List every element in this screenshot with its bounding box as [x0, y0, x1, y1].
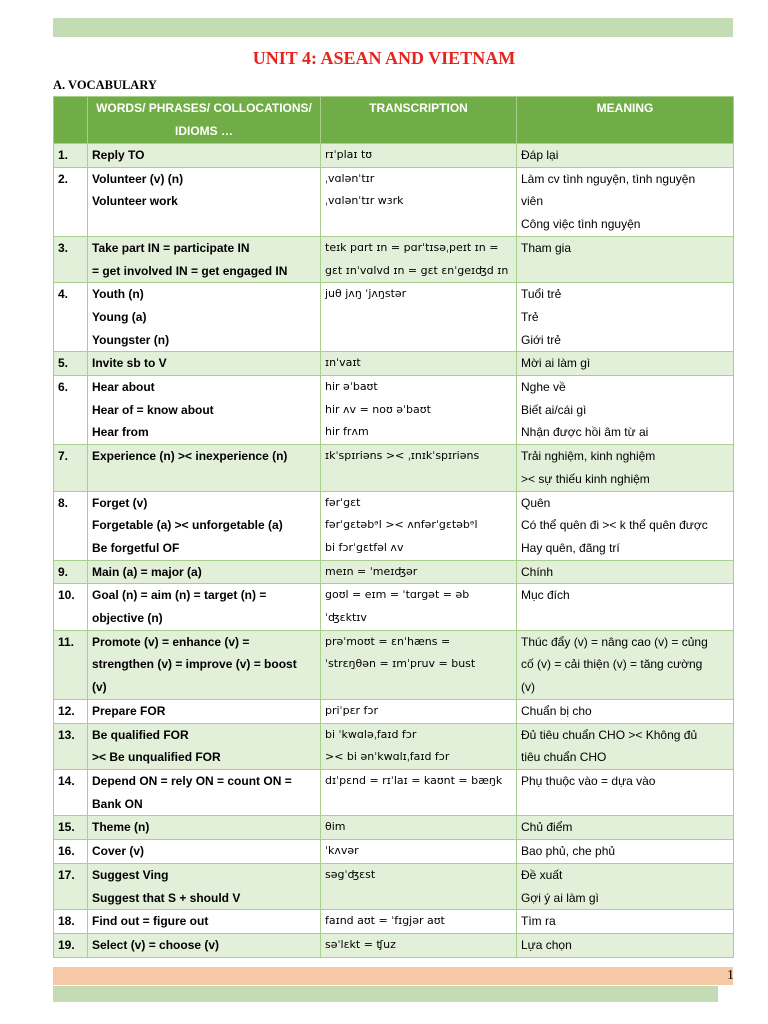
word-entry-line: Youngster (n) [92, 332, 170, 347]
transcription-entry-line: səgˈʤɛst [325, 867, 376, 881]
word-entry-cell [88, 816, 321, 840]
word-entry-cell [88, 910, 321, 934]
table-row [54, 840, 734, 864]
meaning-entry-line: Tuổi trẻ [521, 287, 562, 302]
transcription-entry-cell [321, 445, 517, 491]
row-number: 8. [54, 491, 88, 560]
word-entry-line: Hear from [92, 425, 149, 440]
table-row [54, 933, 734, 957]
table-row [54, 699, 734, 723]
row-number: 4. [54, 283, 88, 352]
word-entry-cell [88, 283, 321, 352]
unit-title: UNIT 4: ASEAN AND VIETNAM [252, 48, 516, 68]
row-number: 10. [54, 584, 88, 630]
word-entry-line: Be forgetful OF [92, 540, 180, 555]
meaning-entry-line: Nhận được hồi âm từ ai [521, 425, 649, 440]
transcription-entry-line: teɪk pɑrt ɪn = pɑrˈtɪsəˌpeɪt ɪn = [325, 240, 499, 254]
transcription-entry-line: meɪn = ˈmeɪʤər [325, 564, 418, 578]
word-entry-cell [88, 491, 321, 560]
transcription-entry-line: səˈlɛkt = ʧuz [325, 937, 396, 951]
meaning-entry-cell [517, 863, 734, 909]
table-row [54, 445, 734, 491]
table-row [54, 491, 734, 560]
footer-band [53, 967, 733, 985]
word-entry-cell [88, 167, 321, 236]
word-entry-line: Theme (n) [92, 820, 150, 835]
meaning-entry-line: Trẻ [521, 309, 539, 324]
transcription-entry-line: θim [325, 820, 346, 834]
row-number: 18. [54, 910, 88, 934]
transcription-entry-line: ˈkʌvər [325, 844, 359, 858]
word-entry-line: Volunteer work [92, 194, 178, 209]
transcription-entry-line: fərˈgɛtəbᵊl >< ʌnfərˈgɛtəbᵊl [325, 518, 478, 532]
meaning-entry-line: Mục đích [521, 588, 570, 603]
word-entry-cell [88, 352, 321, 376]
word-entry-line: Promote (v) = enhance (v) = [92, 634, 250, 649]
row-number: 7. [54, 445, 88, 491]
transcription-entry-line: ˌvɑlənˈtɪr wɜrk [325, 194, 404, 208]
word-entry-cell [88, 699, 321, 723]
transcription-entry-line: ˈʤɛktɪv [325, 611, 367, 625]
footer-band-lower [53, 986, 718, 1002]
row-number: 16. [54, 840, 88, 864]
meaning-entry-cell [517, 560, 734, 584]
transcription-entry-line: ɪkˈspɪriəns >< ˌɪnɪkˈspɪriəns [325, 449, 480, 463]
word-entry-cell [88, 236, 321, 282]
word-entry-cell [88, 630, 321, 699]
meaning-entry-cell [517, 236, 734, 282]
transcription-entry-line: >< bi ənˈkwɑlɪˌfaɪd fɔr [325, 750, 450, 764]
row-number: 6. [54, 376, 88, 445]
meaning-entry-cell [517, 584, 734, 630]
transcription-entry-cell [321, 491, 517, 560]
meaning-entry-cell [517, 630, 734, 699]
transcription-entry-line: gɛt ɪnˈvɑlvd ɪn = gɛt ɛnˈgeɪʤd ɪn [325, 263, 509, 277]
meaning-entry-cell [517, 283, 734, 352]
word-entry-line: >< Be unqualified FOR [92, 750, 221, 765]
word-entry-line: Invite sb to V [92, 356, 167, 371]
transcription-entry-cell [321, 376, 517, 445]
word-entry-line: Be qualified FOR [92, 727, 189, 742]
table-header-row [54, 97, 734, 144]
row-number: 1. [54, 144, 88, 168]
transcription-entry-line: ˌvɑlənˈtɪr [325, 171, 375, 185]
meaning-entry-line: Giới trẻ [521, 332, 561, 347]
meaning-entry-line: Chủ điểm [521, 820, 573, 835]
word-entry-line: Volunteer (v) (n) [92, 171, 184, 186]
meaning-entry-cell [517, 167, 734, 236]
word-entry-cell [88, 723, 321, 769]
meaning-entry-cell [517, 491, 734, 560]
meaning-entry-line: Tham gia [521, 240, 572, 255]
meaning-entry-line: Chuẩn bị cho [521, 703, 592, 718]
word-entry-line: objective (n) [92, 611, 163, 626]
table-row [54, 723, 734, 769]
transcription-entry-cell [321, 769, 517, 815]
transcription-entry-cell [321, 167, 517, 236]
vocabulary-table-body [54, 144, 734, 958]
word-entry-line: Depend ON = rely ON = count ON = [92, 773, 292, 788]
word-entry-line: Hear about [92, 380, 155, 395]
transcription-entry-line: juθ jʌŋ ˈjʌŋstər [325, 287, 407, 301]
word-entry-line: Goal (n) = aim (n) = target (n) = [92, 588, 267, 603]
transcription-entry-line: priˈpɛr fɔr [325, 703, 378, 717]
meaning-entry-line: (v) [521, 680, 535, 695]
transcription-entry-line: hir əˈbaʊt [325, 380, 378, 394]
vocabulary-table [53, 96, 734, 958]
transcription-entry-line: prəˈmoʊt = ɛnˈhæns = [325, 634, 451, 648]
transcription-entry-line: bi ˈkwɑləˌfaɪd fɔr [325, 727, 417, 741]
transcription-entry-line: goʊl = eɪm = ˈtɑrgət = əb [325, 588, 470, 602]
meaning-entry-line: Lựa chọn [521, 937, 572, 952]
meaning-entry-line: Có thể quên đi >< k thể quên được [521, 518, 708, 533]
transcription-entry-cell [321, 584, 517, 630]
transcription-entry-cell [321, 630, 517, 699]
transcription-entry-cell [321, 840, 517, 864]
word-entry-cell [88, 584, 321, 630]
table-row [54, 863, 734, 909]
word-entry-line: Prepare FOR [92, 703, 166, 718]
meaning-entry-cell [517, 699, 734, 723]
table-row [54, 283, 734, 352]
meaning-entry-cell [517, 769, 734, 815]
transcription-entry-cell [321, 560, 517, 584]
meaning-entry-cell [517, 723, 734, 769]
header-words [88, 97, 321, 144]
word-entry-line: Take part IN = participate IN [92, 240, 250, 255]
transcription-entry-line: rɪˈplaɪ tʊ [325, 148, 373, 161]
table-row [54, 584, 734, 630]
word-entry-line: Reply TO [92, 148, 145, 162]
header-words-line2: IDIOMS … [174, 124, 233, 138]
transcription-entry-line: fərˈgɛt [325, 495, 361, 509]
top-decorative-band [53, 18, 733, 37]
transcription-entry-cell [321, 910, 517, 934]
word-entry-line: Forget (v) [92, 495, 148, 510]
table-row [54, 816, 734, 840]
word-entry-cell [88, 933, 321, 957]
transcription-entry-cell [321, 863, 517, 909]
transcription-entry-cell [321, 723, 517, 769]
row-number: 15. [54, 816, 88, 840]
meaning-entry-line: cố (v) = cải thiện (v) = tăng cường [521, 657, 703, 672]
word-entry-line: Main (a) = major (a) [92, 564, 202, 579]
row-number: 19. [54, 933, 88, 957]
word-entry-cell [88, 863, 321, 909]
meaning-entry-line: Gợi ý ai làm gì [521, 890, 599, 905]
word-entry-line: Find out = figure out [92, 914, 209, 929]
word-entry-line: Suggest that S + should V [92, 890, 241, 905]
transcription-entry-line: hir ʌv = noʊ əˈbaʊt [325, 402, 431, 416]
row-number: 3. [54, 236, 88, 282]
meaning-entry-cell [517, 816, 734, 840]
transcription-entry-line: hir frʌm [325, 425, 369, 439]
section-heading: A. VOCABULARY [53, 78, 157, 92]
row-number: 12. [54, 699, 88, 723]
meaning-entry-line: Mời ai làm gì [521, 356, 591, 371]
word-entry-line: Young (a) [92, 309, 147, 324]
transcription-entry-cell [321, 283, 517, 352]
transcription-entry-cell [321, 352, 517, 376]
word-entry-cell [88, 445, 321, 491]
header-words-line1: WORDS/ PHRASES/ COLLOCATIONS/ [96, 101, 312, 115]
meaning-entry-line: tiêu chuẩn CHO [521, 750, 607, 765]
word-entry-line: Hear of = know about [92, 402, 214, 417]
table-row [54, 630, 734, 699]
word-entry-line: strengthen (v) = improve (v) = boost [92, 657, 297, 672]
meaning-entry-cell [517, 840, 734, 864]
meaning-entry-line: Đề xuất [521, 867, 563, 882]
meaning-entry-line: Thúc đẩy (v) = nâng cao (v) = củng [521, 634, 708, 649]
word-entry-cell [88, 144, 321, 168]
meaning-entry-cell [517, 144, 734, 168]
table-row [54, 236, 734, 282]
word-entry-cell [88, 560, 321, 584]
transcription-entry-line: faɪnd aʊt = ˈfɪgjər aʊt [325, 914, 445, 928]
page-number: 1 [727, 968, 734, 983]
transcription-entry-cell [321, 144, 517, 168]
meaning-entry-cell [517, 352, 734, 376]
row-number: 13. [54, 723, 88, 769]
table-row [54, 144, 734, 168]
word-entry-line: Cover (v) [92, 844, 145, 859]
meaning-entry-line: Quên [521, 495, 551, 510]
meaning-entry-line: Biết ai/cái gì [521, 402, 587, 417]
meaning-entry-line: Chính [521, 564, 554, 579]
word-entry-line: Select (v) = choose (v) [92, 937, 220, 952]
transcription-entry-line: dɪˈpɛnd = rɪˈlaɪ = kaʊnt = bæŋk [325, 773, 503, 787]
meaning-entry-line: Phụ thuộc vào = dựa vào [521, 773, 656, 788]
header-transcription: TRANSCRIPTION [321, 97, 517, 144]
row-number: 2. [54, 167, 88, 236]
table-row [54, 167, 734, 236]
word-entry-line: Youth (n) [92, 287, 144, 302]
meaning-entry-cell [517, 445, 734, 491]
word-entry-cell [88, 840, 321, 864]
transcription-entry-line: ɪnˈvaɪt [325, 356, 361, 370]
row-number: 5. [54, 352, 88, 376]
table-row [54, 352, 734, 376]
transcription-entry-cell [321, 699, 517, 723]
word-entry-line: Forgetable (a) >< unforgetable (a) [92, 518, 283, 533]
word-entry-cell [88, 769, 321, 815]
table-row [54, 910, 734, 934]
table-row [54, 560, 734, 584]
meaning-entry-line: >< sự thiếu kinh nghiệm [521, 471, 650, 486]
meaning-entry-line: Bao phủ, che phủ [521, 844, 616, 859]
word-entry-line: Experience (n) >< inexperience (n) [92, 449, 288, 464]
meaning-entry-line: Nghe về [521, 380, 566, 395]
transcription-entry-line: bi fɔrˈgɛtfəl ʌv [325, 540, 404, 554]
header-number [54, 97, 88, 144]
meaning-entry-line: Làm cv tình nguyện, tình nguyện [521, 171, 696, 186]
meaning-entry-cell [517, 910, 734, 934]
meaning-entry-cell [517, 933, 734, 957]
meaning-entry-line: Đủ tiêu chuẩn CHO >< Không đủ [521, 727, 698, 742]
meaning-entry-cell [517, 376, 734, 445]
transcription-entry-cell [321, 236, 517, 282]
header-meaning: MEANING [517, 97, 734, 144]
table-row [54, 376, 734, 445]
word-entry-line: = get involved IN = get engaged IN [92, 263, 288, 278]
word-entry-line: Bank ON [92, 796, 143, 811]
meaning-entry-line: viên [521, 194, 544, 209]
row-number: 9. [54, 560, 88, 584]
meaning-entry-line: Công việc tình nguyện [521, 217, 641, 232]
row-number: 11. [54, 630, 88, 699]
word-entry-cell [88, 376, 321, 445]
row-number: 14. [54, 769, 88, 815]
transcription-entry-cell [321, 816, 517, 840]
meaning-entry-line: Trải nghiệm, kinh nghiệm [521, 449, 656, 464]
table-row [54, 769, 734, 815]
word-entry-line: Suggest Ving [92, 867, 169, 882]
word-entry-line: (v) [92, 680, 107, 695]
meaning-entry-line: Đáp lại [521, 148, 559, 162]
transcription-entry-line: ˈstrɛŋθən = ɪmˈpruv = bust [325, 657, 476, 671]
row-number: 17. [54, 863, 88, 909]
meaning-entry-line: Hay quên, đãng trí [521, 540, 620, 555]
transcription-entry-cell [321, 933, 517, 957]
meaning-entry-line: Tìm ra [521, 914, 556, 929]
